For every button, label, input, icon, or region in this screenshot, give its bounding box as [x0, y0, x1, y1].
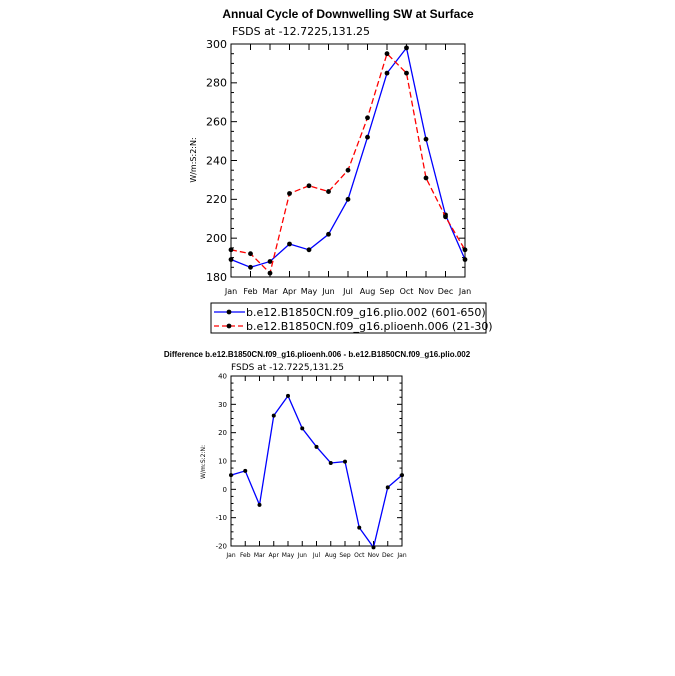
- data-point: [229, 247, 234, 252]
- x-tick-label: Nov: [418, 287, 434, 296]
- data-point: [386, 485, 390, 489]
- x-tick-label: Feb: [243, 287, 258, 296]
- data-point: [229, 257, 234, 262]
- data-point: [385, 51, 390, 56]
- data-point: [346, 168, 351, 173]
- x-tick-label: May: [300, 287, 318, 296]
- y-tick-label: 260: [206, 115, 227, 129]
- data-point: [357, 526, 361, 530]
- y-tick-label: 300: [206, 37, 227, 51]
- y-tick-label: 200: [206, 232, 227, 246]
- legend-label-1: b.e12.B1850CN.f09_g16.plio.002 (601-650): [246, 306, 486, 319]
- x-tick-label: Jan: [458, 287, 472, 296]
- chart2-ylabel: W/m:S:2:N:: [200, 445, 207, 479]
- y-tick-label: 240: [206, 154, 227, 168]
- x-tick-label: Jun: [322, 287, 335, 296]
- series-line-2: [231, 54, 465, 273]
- data-point: [248, 251, 253, 256]
- y-tick-label: -10: [215, 514, 227, 523]
- x-tick-label: Feb: [239, 552, 251, 559]
- y-tick-label: 0: [222, 485, 227, 494]
- data-point: [372, 545, 376, 549]
- x-tick-label: May: [281, 552, 295, 559]
- y-tick-label: 20: [218, 429, 227, 438]
- x-tick-label: Dec: [381, 552, 394, 559]
- chart-annual-cycle: [189, 7, 493, 333]
- y-tick-label: 10: [218, 457, 227, 466]
- chart-difference: [164, 350, 471, 559]
- data-point: [286, 394, 290, 398]
- data-point: [400, 473, 404, 477]
- data-point: [326, 189, 331, 194]
- data-point: [268, 271, 273, 276]
- chart1-title: Annual Cycle of Downwelling SW at Surface: [222, 7, 474, 21]
- data-point: [243, 469, 247, 473]
- data-point: [463, 247, 468, 252]
- data-point: [343, 460, 347, 464]
- data-point: [326, 232, 331, 237]
- chart1-ylabel: W/m:S:2:N:: [189, 137, 198, 183]
- data-point: [307, 247, 312, 252]
- data-point: [248, 265, 253, 270]
- y-tick-label: 280: [206, 76, 227, 90]
- data-point: [287, 242, 292, 247]
- x-tick-label: Jan: [397, 552, 407, 559]
- x-tick-label: Sep: [339, 552, 351, 559]
- series-line-1: [231, 396, 402, 548]
- data-point: [329, 461, 333, 465]
- x-tick-label: Sep: [379, 287, 395, 296]
- x-tick-label: Jul: [312, 552, 321, 559]
- x-tick-label: Aug: [324, 552, 337, 559]
- data-point: [229, 473, 233, 477]
- data-point: [365, 135, 370, 140]
- x-tick-label: Jan: [226, 552, 236, 559]
- data-point: [272, 414, 276, 418]
- x-tick-label: Oct: [399, 287, 414, 296]
- x-tick-label: Dec: [437, 287, 454, 296]
- x-tick-label: Mar: [262, 287, 278, 296]
- legend-marker: [227, 324, 232, 329]
- legend-label-2: b.e12.B1850CN.f09_g16.plioenh.006 (21-30): [246, 320, 493, 333]
- x-tick-label: Apr: [268, 552, 279, 559]
- x-tick-label: Mar: [253, 552, 266, 559]
- data-point: [346, 197, 351, 202]
- y-tick-label: 40: [218, 372, 227, 381]
- x-tick-label: Jul: [343, 287, 353, 296]
- data-point: [443, 214, 448, 219]
- data-point: [268, 259, 273, 264]
- data-point: [424, 176, 429, 181]
- chart1-subtitle: FSDS at -12.7225,131.25: [232, 25, 371, 38]
- x-tick-label: Nov: [367, 552, 380, 559]
- data-point: [385, 71, 390, 76]
- data-point: [365, 115, 370, 120]
- data-point: [258, 503, 262, 507]
- y-tick-label: -20: [215, 542, 227, 551]
- data-point: [307, 183, 312, 188]
- legend-marker: [227, 310, 232, 315]
- data-point: [404, 45, 409, 50]
- chart2-plot-frame: [231, 376, 402, 546]
- x-tick-label: Apr: [282, 287, 297, 296]
- series-line-1: [231, 48, 465, 267]
- x-tick-label: Jan: [224, 287, 238, 296]
- x-tick-label: Oct: [354, 552, 365, 559]
- x-tick-label: Jun: [297, 552, 307, 559]
- data-point: [463, 257, 468, 262]
- chart2-title: Difference b.e12.B1850CN.f09_g16.plioenh.006 - b.e12.B1850CN.f09_g16.plio.002: [163, 350, 471, 359]
- chart2-subtitle: FSDS at -12.7225,131.25: [231, 363, 344, 373]
- y-tick-label: 30: [218, 400, 227, 409]
- x-tick-label: Aug: [359, 287, 376, 296]
- data-point: [315, 445, 319, 449]
- y-tick-label: 180: [206, 270, 227, 284]
- data-point: [404, 71, 409, 76]
- data-point: [300, 426, 304, 430]
- y-tick-label: 220: [206, 193, 227, 207]
- chart1-plot-frame: [231, 44, 465, 277]
- data-point: [424, 137, 429, 142]
- data-point: [287, 191, 292, 196]
